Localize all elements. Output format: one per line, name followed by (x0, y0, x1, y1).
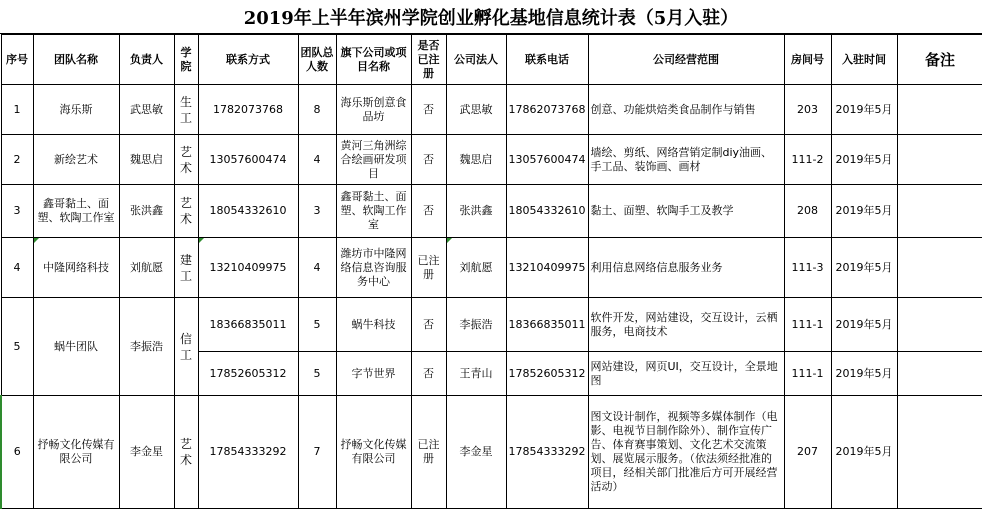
cell-scope[interactable]: 墙绘、剪纸、网络营销定制diy油画、手工品、装饰画、画材 (588, 135, 784, 185)
cell-room[interactable]: 203 (784, 85, 831, 135)
cell-seq[interactable]: 4 (1, 238, 33, 298)
cell-college-text: 艺术 (179, 437, 192, 467)
cell-registered[interactable]: 否 (411, 352, 446, 396)
cell-legal[interactable]: 李振浩 (446, 298, 506, 352)
cell-members[interactable]: 7 (298, 396, 336, 509)
cell-registered[interactable]: 否 (411, 135, 446, 185)
cell-legal[interactable]: 刘航愿 (446, 238, 506, 298)
cell-team[interactable]: 新绘艺术 (33, 135, 119, 185)
cell-college[interactable] (174, 85, 198, 135)
cell-date[interactable]: 2019年5月 (831, 396, 897, 509)
cell-date[interactable]: 2019年5月 (831, 238, 897, 298)
cell-college-text: 建工 (179, 252, 192, 283)
cell-seq[interactable]: 1 (1, 85, 33, 135)
cell-phone[interactable]: 17854333292 (506, 396, 588, 509)
header-members: 团队总人数 (298, 35, 336, 85)
cell-registered[interactable]: 否 (411, 185, 446, 238)
cell-remark[interactable] (897, 185, 982, 238)
cell-legal[interactable]: 武思敏 (446, 85, 506, 135)
cell-date[interactable]: 2019年5月 (831, 352, 897, 396)
header-registered: 是否已注册 (411, 35, 446, 85)
cell-members[interactable]: 3 (298, 185, 336, 238)
cell-team[interactable]: 蜗牛团队 (33, 298, 119, 396)
cell-college-text: 艺术 (179, 196, 192, 226)
cell-leader[interactable]: 李金星 (119, 396, 174, 509)
cell-company[interactable]: 字节世界 (336, 352, 411, 396)
cell-scope[interactable]: 创意、功能烘焙类食品制作与销售 (588, 85, 784, 135)
header-phone: 联系电话 (506, 35, 588, 85)
cell-scope[interactable]: 图文设计制作，视频等多媒体制作（电影、电视节目制作除外）、制作宣传广告、体育赛事策划、文化艺术交流策划、展览展示服务。（依法须经批准的项目，经相关部门批准后方可开展经营活动） (588, 396, 784, 509)
cell-contact[interactable]: 1782073768 (198, 85, 298, 135)
header-company: 旗下公司或项目名称 (336, 35, 411, 85)
header-team: 团队名称 (33, 35, 119, 85)
cell-registered[interactable]: 已注册 (411, 238, 446, 298)
cell-leader[interactable]: 张洪鑫 (119, 185, 174, 238)
cell-team[interactable]: 海乐斯 (33, 85, 119, 135)
cell-remark[interactable] (897, 85, 982, 135)
header-room: 房间号 (784, 35, 831, 85)
cell-college-text: 信工 (179, 331, 192, 362)
cell-registered[interactable]: 否 (411, 85, 446, 135)
cell-company[interactable]: 黄河三角洲综合绘画研发项目 (336, 135, 411, 185)
cell-contact[interactable]: 17852605312 (198, 352, 298, 396)
cell-room[interactable]: 207 (784, 396, 831, 509)
cell-legal[interactable]: 魏思启 (446, 135, 506, 185)
cell-college[interactable] (174, 135, 198, 185)
cell-members[interactable]: 4 (298, 135, 336, 185)
cell-college-text: 艺术 (179, 144, 192, 175)
cell-contact[interactable]: 17854333292 (198, 396, 298, 509)
cell-room[interactable]: 208 (784, 185, 831, 238)
header-row (1, 35, 982, 85)
cell-members[interactable]: 8 (298, 85, 336, 135)
sheet-title: 2019年上半年滨州学院创业孵化基地信息统计表（5月入驻） (0, 0, 982, 34)
table-row (1, 135, 982, 185)
cell-college[interactable] (174, 238, 198, 298)
cell-room[interactable]: 111-3 (784, 238, 831, 298)
table-row (1, 185, 982, 238)
cell-phone[interactable]: 18054332610 (506, 185, 588, 238)
cell-contact[interactable]: 18054332610 (198, 185, 298, 238)
cell-contact[interactable]: 13057600474 (198, 135, 298, 185)
cell-legal[interactable]: 张洪鑫 (446, 185, 506, 238)
cell-company[interactable]: 蜗牛科技 (336, 298, 411, 352)
cell-company[interactable]: 海乐斯创意食品坊 (336, 85, 411, 135)
header-seq: 序号 (1, 35, 33, 85)
header-leader: 负责人 (119, 35, 174, 85)
cell-seq[interactable]: 3 (1, 185, 33, 238)
header-college: 学院 (174, 35, 198, 85)
cell-leader[interactable]: 李振浩 (119, 298, 174, 396)
table-row (1, 396, 982, 509)
cell-phone[interactable]: 13057600474 (506, 135, 588, 185)
cell-registered[interactable]: 已注册 (411, 396, 446, 509)
cell-scope[interactable]: 黏土、面塑、软陶手工及教学 (588, 185, 784, 238)
cell-leader[interactable]: 刘航愿 (119, 238, 174, 298)
cell-room[interactable]: 111-1 (784, 298, 831, 352)
cell-date[interactable]: 2019年5月 (831, 298, 897, 352)
cell-scope[interactable]: 软件开发，网站建设，交互设计，云栖服务，电商技术 (588, 298, 784, 352)
table-row (1, 298, 982, 352)
cell-date[interactable]: 2019年5月 (831, 185, 897, 238)
header-legal: 公司法人 (446, 35, 506, 85)
cell-members[interactable]: 5 (298, 298, 336, 352)
cell-scope[interactable]: 利用信息网络信息服务业务 (588, 238, 784, 298)
header-remark: 备注 (897, 35, 982, 85)
cell-legal[interactable]: 李金星 (446, 396, 506, 509)
cell-room[interactable]: 111-1 (784, 352, 831, 396)
cell-phone[interactable]: 18366835011 (506, 298, 588, 352)
cell-team[interactable]: 鑫哥黏土、面塑、软陶工作室 (33, 185, 119, 238)
cell-leader[interactable]: 武思敏 (119, 85, 174, 135)
cell-college[interactable] (174, 396, 198, 509)
cell-legal[interactable]: 王青山 (446, 352, 506, 396)
header-scope: 公司经营范围 (588, 35, 784, 85)
cell-college[interactable] (174, 298, 198, 396)
cell-registered[interactable]: 否 (411, 298, 446, 352)
cell-remark[interactable] (897, 352, 982, 396)
header-date: 入驻时间 (831, 35, 897, 85)
cell-room[interactable]: 111-2 (784, 135, 831, 185)
cell-company[interactable]: 鑫哥黏土、面塑、软陶工作室 (336, 185, 411, 238)
cell-remark[interactable] (897, 396, 982, 509)
cell-remark[interactable] (897, 135, 982, 185)
info-table (0, 34, 982, 509)
cell-scope[interactable]: 网站建设，网页UI，交互设计，全景地图 (588, 352, 784, 396)
cell-company[interactable]: 抒畅文化传媒有限公司 (336, 396, 411, 509)
cell-seq[interactable]: 6 (1, 396, 33, 509)
cell-team[interactable]: 中隆网络科技 (33, 238, 119, 298)
cell-remark[interactable] (897, 238, 982, 298)
cell-date[interactable]: 2019年5月 (831, 135, 897, 185)
cell-phone[interactable]: 17862073768 (506, 85, 588, 135)
cell-contact[interactable]: 18366835011 (198, 298, 298, 352)
cell-phone[interactable]: 17852605312 (506, 352, 588, 396)
cell-leader[interactable]: 魏思启 (119, 135, 174, 185)
cell-remark[interactable] (897, 298, 982, 352)
cell-phone[interactable]: 13210409975 (506, 238, 588, 298)
cell-date[interactable]: 2019年5月 (831, 85, 897, 135)
table-row (1, 85, 982, 135)
header-contact: 联系方式 (198, 35, 298, 85)
cell-members[interactable]: 5 (298, 352, 336, 396)
cell-members[interactable]: 4 (298, 238, 336, 298)
cell-seq[interactable]: 2 (1, 135, 33, 185)
cell-team[interactable]: 抒畅文化传媒有限公司 (33, 396, 119, 509)
cell-college-text: 生工 (179, 94, 192, 125)
cell-seq[interactable]: 5 (1, 298, 33, 396)
table-row (1, 238, 982, 298)
cell-college[interactable] (174, 185, 198, 238)
cell-company[interactable]: 潍坊市中隆网络信息咨询服务中心 (336, 238, 411, 298)
cell-contact[interactable]: 13210409975 (198, 238, 298, 298)
